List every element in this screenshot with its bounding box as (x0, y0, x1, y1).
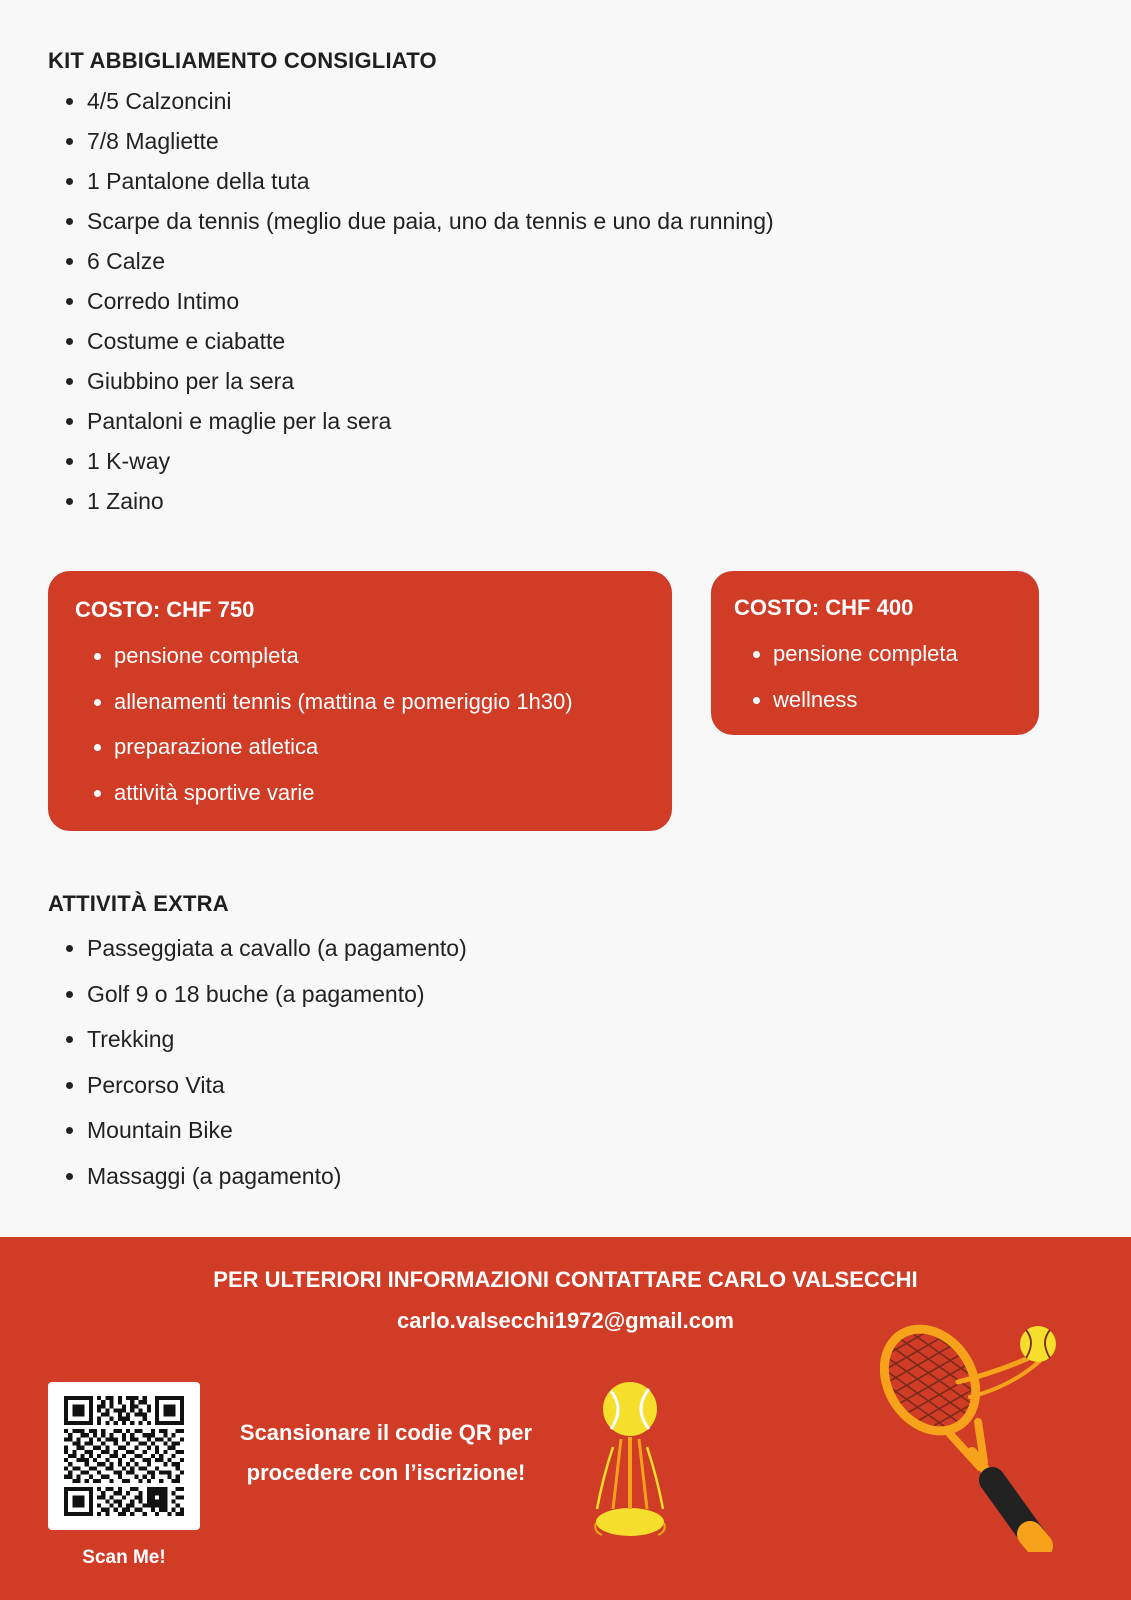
kit-title: KIT ABBIGLIAMENTO CONSIGLIATO (48, 48, 437, 73)
cost-title: COSTO: CHF 750 (75, 597, 255, 622)
tennis-ball-icon (1020, 1326, 1056, 1362)
list-item: • pensione completa (773, 631, 958, 677)
cost-list (734, 631, 958, 722)
list-item: • wellness (773, 677, 958, 723)
trophy-icon (585, 1377, 675, 1537)
list-item: • Costume e ciabatte (87, 321, 774, 361)
list-item: • 4/5 Calzoncini (87, 81, 774, 121)
tennis-racket-icon (880, 1322, 1070, 1552)
extra-title: ATTIVITÀ EXTRA (48, 891, 229, 916)
list-item: • 1 Zaino (87, 481, 774, 521)
cost-title: COSTO: CHF 400 (734, 595, 914, 620)
list-item: • Trekking (87, 1017, 467, 1063)
extra-list (48, 926, 467, 1200)
list-item: • Pantaloni e maglie per la sera (87, 401, 774, 441)
cost-card-750 (48, 571, 672, 831)
cost-list (75, 633, 573, 815)
qr-cta (218, 1413, 554, 1493)
scan-me-label: Scan Me! (82, 1547, 166, 1568)
contact-title: PER ULTERIORI INFORMAZIONI CONTATTARE CARLO VALSECCHI (213, 1267, 918, 1292)
list-item: • Mountain Bike (87, 1108, 467, 1154)
list-item: • allenamenti tennis (mattina e pomeriggio 1h30) (114, 679, 573, 725)
list-item: • Massaggi (a pagamento) (87, 1154, 467, 1200)
list-item: • pensione completa (114, 633, 573, 679)
list-item: • Scarpe da tennis (meglio due paia, uno da tennis e uno da running) (87, 201, 774, 241)
list-item: • Giubbino per la sera (87, 361, 774, 401)
contact-email[interactable]: carlo.valsecchi1972@gmail.com (397, 1308, 734, 1333)
list-item: • Passeggiata a cavallo (a pagamento) (87, 926, 467, 972)
list-item: • preparazione atletica (114, 724, 573, 770)
list-item: • Golf 9 o 18 buche (a pagamento) (87, 972, 467, 1018)
list-item: • 1 Pantalone della tuta (87, 161, 774, 201)
qr-code-icon (64, 1396, 184, 1516)
kit-list (48, 81, 774, 521)
list-item: • attività sportive varie (114, 770, 573, 816)
list-item: • 1 K-way (87, 441, 774, 481)
footer (0, 1237, 1131, 1600)
qr-cta-line2: procedere con l’iscrizione! (246, 1460, 526, 1485)
cost-card-400 (711, 571, 1039, 735)
list-item: • 6 Calze (87, 241, 774, 281)
list-item: • Percorso Vita (87, 1063, 467, 1109)
list-item: • Corredo Intimo (87, 281, 774, 321)
qr-cta-line1: Scansionare il codie QR per (239, 1420, 533, 1445)
qr-code[interactable] (48, 1382, 200, 1530)
list-item: • 7/8 Magliette (87, 121, 774, 161)
